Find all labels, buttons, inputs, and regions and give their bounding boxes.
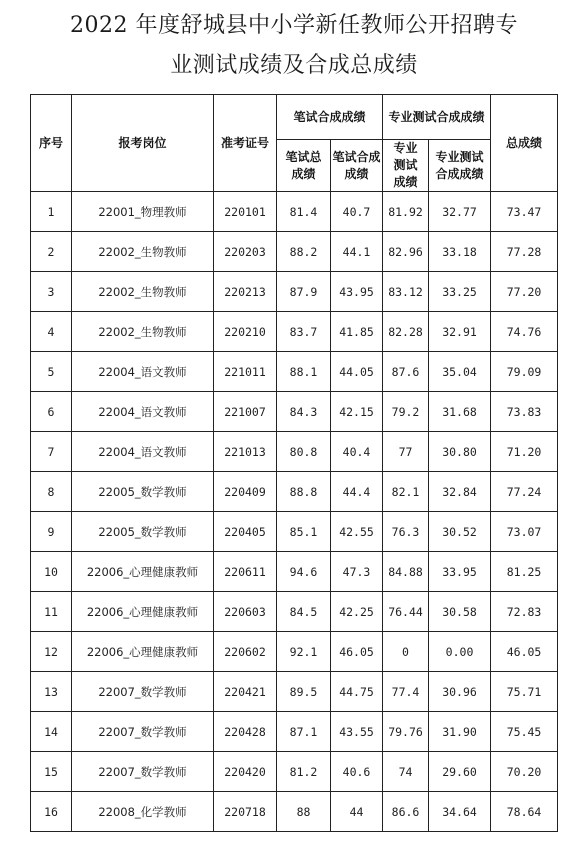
cell-total: 77.20	[491, 272, 558, 312]
cell-prof-score: 82.28	[383, 312, 429, 352]
cell-prof-score: 77.4	[383, 672, 429, 712]
cell-prof-composite: 30.80	[429, 432, 491, 472]
cell-written-total: 92.1	[277, 632, 331, 672]
cell-prof-composite: 29.60	[429, 752, 491, 792]
header-ticket: 准考证号	[214, 95, 277, 192]
header-written-total: 笔试总成绩	[277, 140, 331, 192]
cell-prof-score: 0	[383, 632, 429, 672]
table-row	[31, 752, 558, 792]
cell-total: 71.20	[491, 432, 558, 472]
cell-written-total: 94.6	[277, 552, 331, 592]
cell-total: 46.05	[491, 632, 558, 672]
cell-seq: 7	[31, 432, 72, 472]
cell-prof-composite: 32.91	[429, 312, 491, 352]
cell-total: 77.24	[491, 472, 558, 512]
cell-position: 22004_语文教师	[72, 392, 214, 432]
header-prof-group: 专业测试合成成绩	[383, 95, 491, 140]
table-row	[31, 472, 558, 512]
cell-prof-composite: 30.58	[429, 592, 491, 632]
cell-prof-composite: 31.68	[429, 392, 491, 432]
header-written-group: 笔试合成成绩	[277, 95, 383, 140]
cell-written-total: 83.7	[277, 312, 331, 352]
cell-written-total: 81.2	[277, 752, 331, 792]
cell-written-total: 84.5	[277, 592, 331, 632]
page-title	[0, 6, 588, 86]
cell-written-total: 81.4	[277, 192, 331, 232]
cell-ticket: 220428	[214, 712, 277, 752]
title-line-2: 业测试成绩及合成总成绩	[170, 53, 418, 78]
cell-prof-score: 82.96	[383, 232, 429, 272]
table-row	[31, 672, 558, 712]
cell-ticket: 220210	[214, 312, 277, 352]
cell-seq: 10	[31, 552, 72, 592]
cell-written-composite: 44.1	[331, 232, 383, 272]
cell-total: 75.45	[491, 712, 558, 752]
table-row	[31, 432, 558, 472]
cell-position: 22005_数学教师	[72, 472, 214, 512]
cell-written-total: 87.9	[277, 272, 331, 312]
cell-prof-composite: 33.25	[429, 272, 491, 312]
table-row	[31, 392, 558, 432]
cell-prof-composite: 32.84	[429, 472, 491, 512]
cell-written-composite: 43.55	[331, 712, 383, 752]
table-row	[31, 512, 558, 552]
cell-written-composite: 42.25	[331, 592, 383, 632]
cell-ticket: 220409	[214, 472, 277, 512]
table-row	[31, 632, 558, 672]
table-row	[31, 312, 558, 352]
cell-prof-score: 86.6	[383, 792, 429, 832]
cell-prof-score: 76.44	[383, 592, 429, 632]
cell-written-total: 85.1	[277, 512, 331, 552]
cell-written-total: 88.2	[277, 232, 331, 272]
cell-position: 22002_生物教师	[72, 232, 214, 272]
cell-total: 74.76	[491, 312, 558, 352]
header-seq: 序号	[31, 95, 72, 192]
cell-prof-score: 84.88	[383, 552, 429, 592]
cell-seq: 5	[31, 352, 72, 392]
cell-seq: 6	[31, 392, 72, 432]
header-position: 报考岗位	[72, 95, 214, 192]
table-row	[31, 712, 558, 752]
cell-position: 22005_数学教师	[72, 512, 214, 552]
cell-written-composite: 47.3	[331, 552, 383, 592]
cell-written-composite: 42.55	[331, 512, 383, 552]
cell-written-composite: 42.15	[331, 392, 383, 432]
cell-seq: 15	[31, 752, 72, 792]
cell-seq: 8	[31, 472, 72, 512]
cell-position: 22007_数学教师	[72, 752, 214, 792]
cell-total: 79.09	[491, 352, 558, 392]
cell-prof-score: 74	[383, 752, 429, 792]
cell-ticket: 221007	[214, 392, 277, 432]
cell-total: 72.83	[491, 592, 558, 632]
cell-prof-composite: 33.18	[429, 232, 491, 272]
cell-written-composite: 44.05	[331, 352, 383, 392]
cell-ticket: 220602	[214, 632, 277, 672]
cell-prof-score: 87.6	[383, 352, 429, 392]
cell-seq: 13	[31, 672, 72, 712]
cell-total: 73.07	[491, 512, 558, 552]
table-row	[31, 232, 558, 272]
cell-prof-composite: 34.64	[429, 792, 491, 832]
cell-position: 22004_语文教师	[72, 432, 214, 472]
cell-seq: 1	[31, 192, 72, 232]
cell-written-composite: 40.6	[331, 752, 383, 792]
cell-seq: 16	[31, 792, 72, 832]
header-prof-composite: 专业测试合成成绩	[429, 140, 491, 192]
cell-written-composite: 41.85	[331, 312, 383, 352]
cell-ticket: 220101	[214, 192, 277, 232]
cell-total: 81.25	[491, 552, 558, 592]
cell-prof-composite: 31.90	[429, 712, 491, 752]
cell-ticket: 220420	[214, 752, 277, 792]
cell-prof-composite: 35.04	[429, 352, 491, 392]
cell-seq: 9	[31, 512, 72, 552]
title-line-1: 2022 年度舒城县中小学新任教师公开招聘专	[70, 13, 518, 38]
cell-seq: 14	[31, 712, 72, 752]
cell-seq: 2	[31, 232, 72, 272]
cell-total: 78.64	[491, 792, 558, 832]
header-row-1	[31, 95, 558, 140]
table-row	[31, 592, 558, 632]
cell-written-total: 80.8	[277, 432, 331, 472]
cell-position: 22001_物理教师	[72, 192, 214, 232]
cell-position: 22006_心理健康教师	[72, 632, 214, 672]
cell-ticket: 221011	[214, 352, 277, 392]
cell-ticket: 220611	[214, 552, 277, 592]
cell-total: 73.47	[491, 192, 558, 232]
cell-seq: 4	[31, 312, 72, 352]
cell-ticket: 220421	[214, 672, 277, 712]
table-row	[31, 192, 558, 232]
cell-written-composite: 44	[331, 792, 383, 832]
cell-prof-score: 81.92	[383, 192, 429, 232]
cell-position: 22007_数学教师	[72, 672, 214, 712]
cell-position: 22002_生物教师	[72, 272, 214, 312]
cell-prof-composite: 32.77	[429, 192, 491, 232]
cell-written-composite: 40.7	[331, 192, 383, 232]
table-row	[31, 352, 558, 392]
cell-position: 22004_语文教师	[72, 352, 214, 392]
cell-seq: 12	[31, 632, 72, 672]
table-row	[31, 792, 558, 832]
cell-position: 22002_生物教师	[72, 312, 214, 352]
cell-position: 22007_数学教师	[72, 712, 214, 752]
cell-ticket: 220718	[214, 792, 277, 832]
cell-prof-score: 83.12	[383, 272, 429, 312]
cell-ticket: 221013	[214, 432, 277, 472]
cell-written-composite: 46.05	[331, 632, 383, 672]
cell-written-total: 84.3	[277, 392, 331, 432]
cell-written-total: 87.1	[277, 712, 331, 752]
cell-prof-composite: 30.52	[429, 512, 491, 552]
cell-ticket: 220603	[214, 592, 277, 632]
cell-total: 77.28	[491, 232, 558, 272]
cell-position: 22008_化学教师	[72, 792, 214, 832]
cell-written-total: 88	[277, 792, 331, 832]
cell-ticket: 220405	[214, 512, 277, 552]
cell-written-composite: 40.4	[331, 432, 383, 472]
cell-written-composite: 44.4	[331, 472, 383, 512]
cell-ticket: 220213	[214, 272, 277, 312]
table-body	[31, 192, 558, 832]
table-row	[31, 272, 558, 312]
cell-total: 73.83	[491, 392, 558, 432]
cell-seq: 11	[31, 592, 72, 632]
cell-written-total: 89.5	[277, 672, 331, 712]
cell-written-composite: 44.75	[331, 672, 383, 712]
cell-written-composite: 43.95	[331, 272, 383, 312]
header-prof-score: 专业测试成绩	[383, 140, 429, 192]
cell-prof-score: 82.1	[383, 472, 429, 512]
cell-prof-score: 79.2	[383, 392, 429, 432]
cell-prof-composite: 30.96	[429, 672, 491, 712]
cell-written-total: 88.8	[277, 472, 331, 512]
cell-total: 75.71	[491, 672, 558, 712]
cell-written-total: 88.1	[277, 352, 331, 392]
table-row	[31, 552, 558, 592]
cell-ticket: 220203	[214, 232, 277, 272]
header-written-composite: 笔试合成成绩	[331, 140, 383, 192]
cell-seq: 3	[31, 272, 72, 312]
cell-total: 70.20	[491, 752, 558, 792]
cell-prof-composite: 33.95	[429, 552, 491, 592]
cell-position: 22006_心理健康教师	[72, 552, 214, 592]
cell-position: 22006_心理健康教师	[72, 592, 214, 632]
cell-prof-score: 77	[383, 432, 429, 472]
header-total: 总成绩	[491, 95, 558, 192]
cell-prof-score: 76.3	[383, 512, 429, 552]
cell-prof-score: 79.76	[383, 712, 429, 752]
cell-prof-composite: 0.00	[429, 632, 491, 672]
scores-table	[30, 94, 558, 832]
